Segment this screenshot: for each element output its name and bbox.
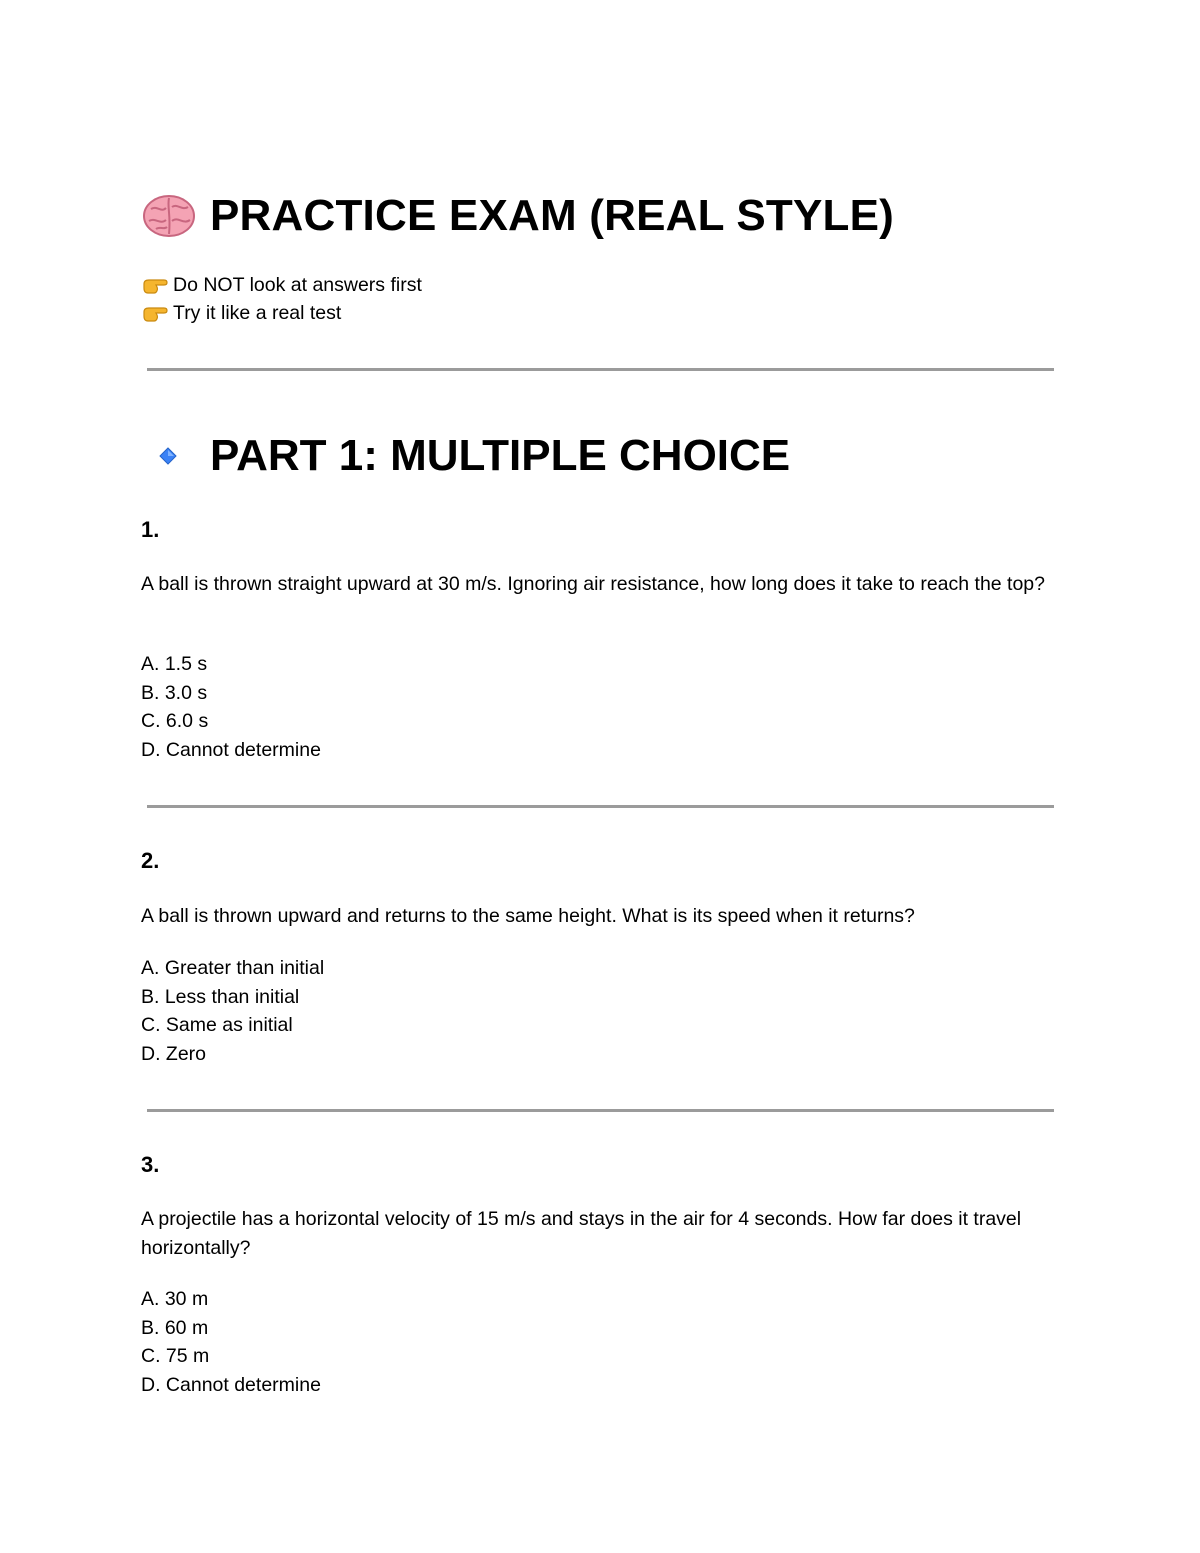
- note-line: [142, 299, 341, 327]
- horizontal-divider: [147, 368, 1054, 371]
- pointing-hand-icon: [142, 275, 168, 295]
- horizontal-divider: [147, 1109, 1054, 1112]
- answer-option: B. Less than initial: [141, 985, 300, 1008]
- answer-option: D. Zero: [141, 1043, 207, 1066]
- question-text: A projectile has a horizontal velocity of 15 m/s and stays in the air for 4 seconds. How far does it travel horizontally?: [141, 1208, 1022, 1259]
- page-title: [142, 186, 894, 246]
- note-text: Try it like a real test: [173, 301, 342, 324]
- note-text: Do NOT look at answers first: [173, 273, 422, 296]
- note-line: [142, 271, 422, 299]
- question-text: A ball is thrown upward and returns to the same height. What is its speed when it returns?: [141, 905, 915, 927]
- answer-option: A. Greater than initial: [141, 957, 325, 979]
- section-heading: [156, 424, 790, 488]
- question-number: 2.: [141, 848, 160, 873]
- answer-options: [141, 1285, 321, 1400]
- answer-option: D. Cannot determine: [141, 1374, 321, 1397]
- answer-option: D. Cannot determine: [141, 739, 321, 762]
- question-number: 1.: [141, 517, 160, 542]
- answer-option: A. 30 m: [141, 1288, 209, 1310]
- answer-option: B. 60 m: [141, 1316, 209, 1339]
- horizontal-divider: [147, 805, 1054, 808]
- pointing-hand-icon: [142, 303, 168, 323]
- answer-options: [141, 650, 321, 765]
- title-text: PRACTICE EXAM (REAL STYLE): [210, 191, 894, 240]
- brain-icon: [142, 193, 196, 239]
- answer-option: C. Same as initial: [141, 1014, 293, 1037]
- answer-option: A. 1.5 s: [141, 653, 208, 675]
- section-title: PART 1: MULTIPLE CHOICE: [210, 431, 791, 480]
- answer-option: B. 3.0 s: [141, 681, 208, 704]
- question-number: 3.: [141, 1152, 160, 1177]
- answer-options: [141, 954, 324, 1069]
- blue-diamond-icon: [156, 444, 180, 468]
- answer-option: C. 75 m: [141, 1345, 210, 1368]
- question-text: A ball is thrown straight upward at 30 m/s. Ignoring air resistance, how long does it take to reach the top?: [141, 573, 1045, 595]
- answer-option: C. 6.0 s: [141, 710, 209, 733]
